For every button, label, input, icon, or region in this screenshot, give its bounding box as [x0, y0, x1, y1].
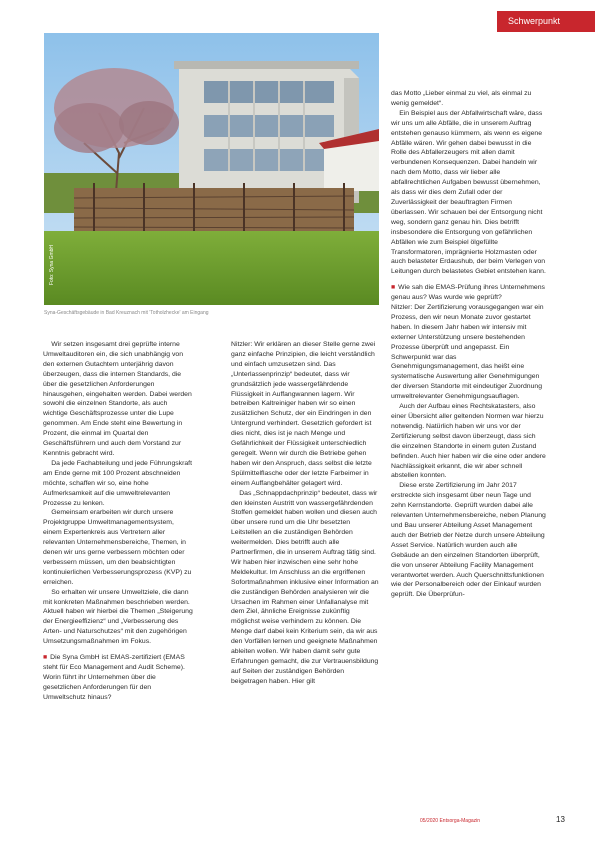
paragraph: Nitzler: Der Zertifizierung vorausgegangen war ein Prozess, den wir neun Monate zuvor gestartet haben. In diesem Jahr haben wir intensiv mit externer Unterstützung unsere bestehenden Prozesse überprüft und angepasst. Ein Schwerpunkt war das Genehmigungsmanagement, das heißt eine systematische Auswertung aller Genehmigungen der diversen Standorte mit eindeutiger Zuordnung umweltrelevanter Genehmigungsauflagen.	[391, 304, 544, 401]
paragraph: Nitzler: Wir erklären an dieser Stelle gerne zwei ganz einfache Prinzipien, die leicht verständlich und einfach umzusetzen sind. Das „Unterlassenprinzip“ bedeutet, dass wir grundsätzlich jede wassergefährdende Flüssigkeit in Auffangwannen lagern. Wir betreiben Kaltreiniger haben wir so einen zusätzlichen Schutz, der ein Eindringen in den Untergrund verhindert. Gesetzlich gefordert ist dies nicht, dies ist je nach Menge und Gefährlichkeit der Flüssigkeit unterschiedlich geregelt. Wenn wir durch die Betriebe gehen haben wir den Anspruch, dass selbst die letzte Spülmittelflasche oder der letzte Farbeimer in einem Auffangbehälter gelagert wird.	[231, 341, 376, 487]
paragraph: Wir setzen insgesamt drei geprüfte interne Umweltauditoren ein, die sich unabhängig von den externen Gutachtern unterjährig davon überzeugen, dass die internen Standards, die über die gesetzlichen Anforderungen hinausgehen, eingehalten werden. Dabei werden sowohl die einzelnen Standorte, als auch wichtige Geschäftsprozesse unter die Lupe genommen. Am Ende steht eine Bewertung in Prozent, die einmal im Quartal den Geschäftsführern und auch dem Vorstand zur Kenntnis gebracht wird.	[43, 341, 192, 457]
page-number: 13	[556, 815, 565, 824]
paragraph: So erhalten wir unsere Umweltziele, die dann mit konkreten Maßnahmen beschrieben werden. Aktuell haben wir hierbei die Themen „Steigerung der Energieeffizienz“ und „Verbesserung des Arten- und Naturschutzes“ mit den zugehörigen Umsetzungsmaßnahmen im Fokus.	[43, 588, 193, 646]
journal-name: 05/2020 Entsorga-Magazin	[420, 818, 481, 824]
paragraph: Gemeinsam erarbeiten wir durch unsere Projektgruppe Umweltmanagementsystem, einem Expertenkreis aus Vertretern aller relevanten Unternehmensbereiche, Themen, in denen wir uns gerne verbessern möchten oder verbessern müssen, um den beabsichtigten kontinuierlichen Verbesserungsprozess (KVP) zu erreichen.	[43, 509, 192, 586]
interview-question	[391, 283, 546, 303]
page-footer	[420, 815, 570, 827]
paragraph: Diese erste Zertifizierung im Jahr 2017 erstreckte sich insgesamt über neun Tage und zehn Kernstandorte. Geprüft wurden dabei alle relevanten Unternehmensbereiche, neben Planung und Bau unserer Abteilung Asset Management auch der Betrieb der Netze durch unsere Abteilung Asset Service. Natürlich wurden auch alle Gebäude an den einzelnen Standorten überprüft, die von unserer Abteilung Facility Management verantwortet werden. Auch Querschnittsfunktionen wie der Personalbereich oder der Einkauf wurden geprüft. Die Überprüfun-	[391, 482, 546, 599]
paragraph: das Motto „Lieber einmal zu viel, als einmal zu wenig gemeldet“.	[391, 90, 532, 107]
paragraph: Auch der Aufbau eines Rechtskatasters, also einer Übersicht aller geltenden Normen war hierzu notwendig. Natürlich haben wir uns vor der Zertifizierung selbst davon überzeugt, dass sich die einzelnen Standorte in einem guten Zustand befinden. Auch hier haben wir die eine oder andere Nachlässigkeit erkannt, die wir aber schnell abstellen konnten.	[391, 403, 546, 480]
paragraph: Ein Beispiel aus der Abfallwirtschaft wäre, dass wir uns um alle Abfälle, die in unserem Auftrag entstehen genauso kümmern, als wenn es eigene Abfälle wären. Wir gehen dabei bewusst in die Rolle des Abfallerzeugers mit allen damit verbundenen Konsequenzen. Dabei handeln wir nach dem Motto, dass wir lieber alle abfallrechtlichen Aufgaben bewusst übernehmen, als dass wir dies dem Zufall oder der Zuverlässigkeit der beauftragten Firmen überlassen. Wir schauen bei der Entsorgung nicht weg, sondern ganz genau hin. Dies betrifft insbesondere die Entsorgung von gefährlichen Abfällen wie zum Beispiel ölgefüllte Transformatoren, imprägnierte Holzmasten oder auch belasteter Erdaushub, der beim Verlegen von Leitungen durch belastetes Gebiet entstehen kann.	[391, 109, 546, 276]
bullet-icon: ■	[43, 654, 48, 662]
building-photo-graphic	[44, 33, 379, 305]
photo-caption: Syna-Geschäftsgebäude in Bad Kreuznach mit 'Totholzhecke' am Eingang	[44, 310, 209, 316]
bullet-icon: ■	[391, 284, 396, 292]
question-text: Die Syna GmbH ist EMAS-zertifiziert (EMAS steht für Eco Management and Audit Scheme). Worin führt ihr Unternehmen über die gesetzlichen Anforderungen für den Umweltschutz hinaus?	[43, 654, 185, 701]
photo-credit: Foto: Syna GmbH	[49, 244, 55, 285]
interview-question	[43, 653, 194, 703]
paragraph: Da jede Fachabteilung und jede Führungskraft am Ende gerne mit 100 Prozent abschneiden möchte, schaffen wir so, eine hohe Aufmerksamkeit auf die umweltrelevanten Prozesse zu lenken.	[43, 459, 192, 507]
paragraph: Das „Schnappdachprinzip“ bedeutet, dass wir den kleinsten Austritt von wassergefährdenden Stoffen gemeldet haben wollen und diesen auch über unsere rund um die Uhr besetzten Leitstellen an die zuständigen Behörden weitermelden. Dies betrifft auch alle Partnerfirmen, die in unserem Auftrag tätig sind. Wir haben hier inzwischen eine sehr hohe Meldekultur. Im Anschluss an die ergriffenen Sofortmaßnahmen inklusive einer Information an die zuständigen Behörden analysieren wir die Ursachen im Rahmen einer Unfallanalyse mit dem Ziel, ähnliche Ereignisse zukünftig möglichst weise verhindern zu können. Die Menge darf dabei kein Kriterium sein, da wir aus den Vorfällen lernen und geeignete Maßnahmen ableiten wollen. Wir haben damit sehr gute Erfahrungen gemacht, die zur Vertrauensbildung auf Seiten der zuständigen Behörden beigetragen haben. Hier gilt	[231, 489, 379, 685]
column-3	[391, 89, 546, 600]
building-photo	[44, 33, 379, 305]
column-2	[231, 340, 379, 687]
section-tag: Schwerpunkt	[497, 11, 595, 32]
question-text: Wie sah die EMAS-Prüfung ihres Unternehmens genau aus? Was wurde wie geprüft?	[391, 284, 545, 302]
column-1	[43, 340, 194, 703]
